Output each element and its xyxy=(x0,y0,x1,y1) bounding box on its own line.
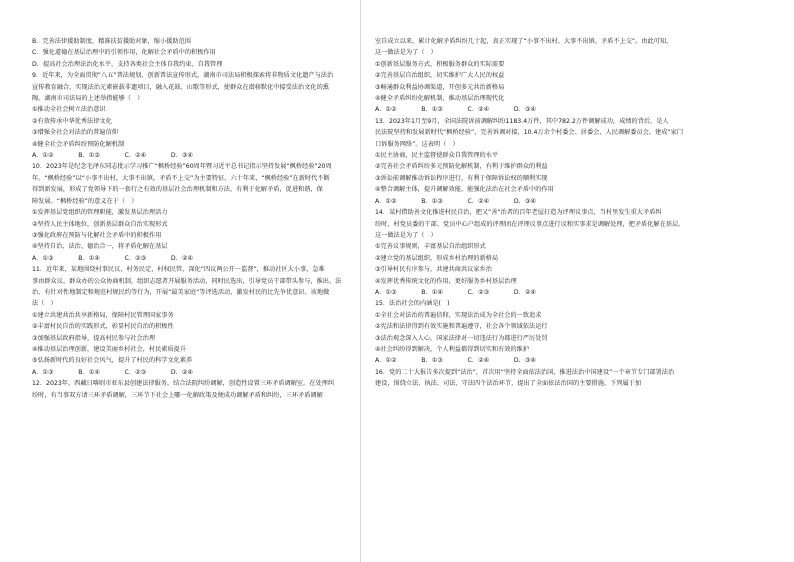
text-line: D．提高社会治理法治化水平，支持各类社会主体自我约束、自我管理 xyxy=(32,60,223,68)
text-line: 障发展。“枫桥经验”的意义在于（ ） xyxy=(32,197,138,205)
text-line: ②完善社会矛盾纠纷多元预防化解机制，有利于维护群众的利益 xyxy=(375,163,548,171)
text-line: ①创新基层服务方式，积极服务群众的实际需要 xyxy=(375,60,505,68)
text-line: ③加强基层政府指导，提高村民参与社会治理 xyxy=(32,334,156,342)
text-line: 这一做法是为了（ ） xyxy=(375,49,437,57)
text-line: ②丰富村民自治的实践形式，彰显村民自治的积极性 xyxy=(32,323,174,331)
text-line: 建设，围绕立法、执法、司法、守法四个法治环节，提出了全面依法治国的主要措施。下列属于加 xyxy=(375,380,642,388)
text-line: ③强化政府在预防与化解社会矛盾中的积极作用 xyxy=(32,231,162,239)
text-line: 11．近年来，某地围绕村事民议，村务民定，村权民管，深化“四议两公开一监督”，推动社区大小事，急难 xyxy=(32,266,325,274)
text-line: ④社会纠纷得到解决，个人利益都得到切实和有效的维护 xyxy=(375,345,530,353)
text-line: 口诉服务网络”。这表明（ ） xyxy=(375,140,459,148)
text-line: 纷时，村党员委的干部、党员中心户组成的评理团在评理议事点进行议和实事求是调解处理，把矛盾化解在基层。 xyxy=(375,220,685,228)
text-line: A．①② B．①③ C．②④ D．③④ xyxy=(375,357,536,365)
text-line: ③增强全社会对法治的普遍信仰 xyxy=(32,129,118,137)
text-line: ②有效传承中华优秀法律文化 xyxy=(32,117,112,125)
text-line: A．①② B．①③ C．②④ D．③④ xyxy=(32,152,193,160)
text-line: A．①② B．①③ C．②④ D．③④ xyxy=(375,106,536,114)
text-line: 民法院坚持和发展新时代“枫桥经验”，完善诉调对接，10.4万余个村委会、居委会、人民调解委员会，建成“家门 xyxy=(375,129,684,137)
left-column xyxy=(32,36,376,401)
text-line: ②坚持人民主体地位，创新基层群众自治实现形式 xyxy=(32,220,168,228)
text-line: ⑤弘扬新时代的良好社会风气，提升了村民的科学文化素养 xyxy=(32,357,193,365)
text-line: B．完善法律援助制度，精准扶贫援助对象，缩小援助范围 xyxy=(32,38,191,45)
text-line: ④推动基层治理创新，建设美丽乡村社会，村民素质提升 xyxy=(32,345,187,353)
text-line: 纷时，有当事双方请三环矛盾调解，三环节下社会上哪一化解政策及便成功调解矛盾和纠纷，三环矛盾调解 xyxy=(32,391,323,399)
text-line: ①发挥基层党组织的管理职能，激发基层治理活力 xyxy=(32,209,168,217)
text-line: 事由群众议、群众办的公众协商机制，组织志愿者开展服务活动，同时民选出，引导党员干部带头参与，推出、法 xyxy=(32,277,342,285)
text-line: ③诉讼前调解推动诉讼程序进行，有利于保障诉讼权的顺利实现 xyxy=(375,174,548,182)
text-line: ③引导村民有序参与，共建共商共议家乡治 xyxy=(375,266,492,274)
text-line: 14．某村借助善文化推进村民自治，把又“善”治者的百年老屋打造为评理议事点，当村里发生重大矛盾纠 xyxy=(375,209,662,217)
text-line: 治、有针对性地制定和规范村规民约等行为，开展“最美家庭”等评选活动，激发村民的比先争优意识。该地做 xyxy=(32,288,330,296)
text-line: ①推动全社会树立法治意识 xyxy=(32,106,106,114)
text-line: 室自成立以来，累计化解矛盾纠纷几十起，真正实现了“小事不出村、大事不出镇、矛盾不上交”。由此可知， xyxy=(375,38,673,45)
text-line: ③畅通群众利益协调渠道，开创多元共治新格局 xyxy=(375,83,505,91)
text-line: 12．2023年，西藏日喀则市亚东县创建法律服务，结合法院纠纷调解，创造性设置三环矛盾调解室。在处理纠 xyxy=(32,380,335,388)
text-line: 法（ ） xyxy=(32,300,57,308)
text-line: ①全社会对法治的普遍信仰，实现法治成为全社会的一致追求 xyxy=(375,311,542,319)
text-line: ①建立共建共治共享新格局，保障村民管理国家事务 xyxy=(32,311,174,319)
text-line: ①完善议事规则，丰富基层自治组织形式 xyxy=(375,243,486,251)
text-line: 13．2023年1月至9月，全国法院诉前调解纠纷1183.4万件，其中782.2万件调解成功，成绩的背后，是人 xyxy=(375,117,669,125)
text-line: ④整合调解主体，提升调解效能，能强化法治在社会矛盾中的作用 xyxy=(375,186,554,194)
text-line: ④健全社会矛盾纠纷预防化解机制 xyxy=(32,140,125,148)
right-column xyxy=(375,36,719,390)
text-line: ③法治观念深入人心，国家法律对一切违法行为都进行严厉处罚 xyxy=(375,334,548,342)
text-line: A．①② B．①③ C．②④ D．③④ xyxy=(375,197,536,205)
text-line: ①民主协商，民主监督使群众自我管理的水平 xyxy=(375,152,499,160)
text-line: ②完善基层自治组织，切实维护广大人民的权益 xyxy=(375,72,505,80)
text-line: ④发挥优秀传统文化的作用，更好服务乡村基层治理 xyxy=(375,277,517,285)
text-line: 得到新发展，形成了党领导下的一套行之有效的基层社会治理机制和方法，有利于化解矛盾，促进和谐，保 xyxy=(32,186,323,194)
text-line: ④坚持自治、法治、德治合一，将矛盾化解在基层 xyxy=(32,243,168,251)
text-line: 年。“枫桥经验”以“小事不出村，大事不出镇，矛盾不上交”为主要特征。六十年来，“枫桥经验”在新时代不断 xyxy=(32,174,330,182)
text-line: C．强化道德在基层治理中的引领作用，化解社会矛盾中的积极作用 xyxy=(32,49,216,57)
text-line: 15．法治社会的内涵是( ) xyxy=(375,300,450,308)
text-line: ②建立党的基层组织，形成乡村治理的新格局 xyxy=(375,254,499,262)
text-line: 宣传教育融合，实现法治元素嵌载非遗项目，融入花鼓、山歌等形式，使群众在潜移默化中接受法治文化的熏 xyxy=(32,83,329,91)
text-line: ②宪法和法律得到有效实施和普遍遵守，社会各个领域依法运行 xyxy=(375,323,548,331)
text-line: 陶。湖南市司法局的上述举措能够（ ） xyxy=(32,95,144,103)
text-line: 10．2023年是纪念毛泽东同志批示学习推广“枫桥经验”60周年暨习近平总书记指示坚持发展“枫桥经验”20周 xyxy=(32,163,332,171)
text-line: 9．近年来，为全面贯彻“八五”普法规划、创新普法宣传形式，湖南市司法局积极探索将非物质文化遗产与法治 xyxy=(32,72,334,80)
text-line: A．①③ B．①④ C．②③ D．②④ xyxy=(32,254,193,262)
text-line: 16．党的二十大报告多次提到“法治”，首次用“坚持全面依法治国，推进法治中国建设”一个章节专门部署法治 xyxy=(375,368,675,376)
text-line: A．①③ B．①④ C．②③ D．②④ xyxy=(375,288,536,296)
text-line: 这一做法是为了（ ） xyxy=(375,231,437,239)
text-line: ④健全矛盾纠纷化解机制，推动基层治理现代化 xyxy=(375,95,505,103)
text-line: A．①③ B．①④ C．②③ D．②④ xyxy=(32,368,193,376)
